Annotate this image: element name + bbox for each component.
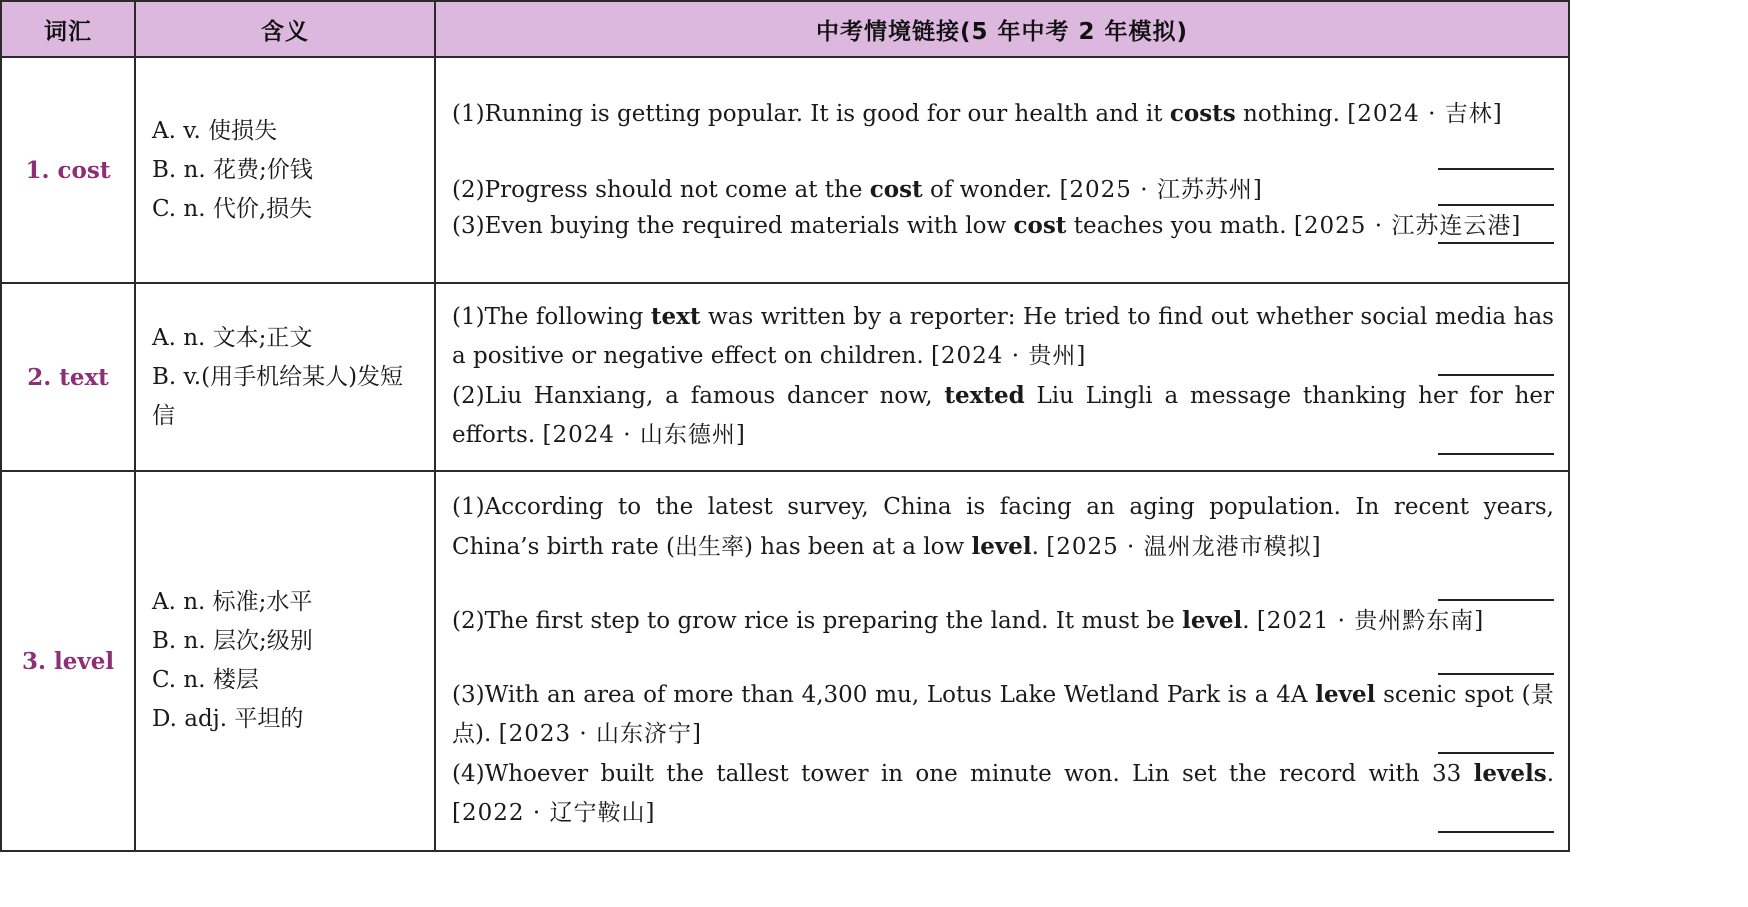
- example-number: (3): [452, 213, 485, 239]
- meaning-item: B. n. 花费;价钱: [152, 156, 313, 183]
- example-list: [435, 283, 1569, 471]
- keyword: cost: [869, 176, 923, 203]
- example-text: nothing.: [1235, 101, 1348, 127]
- header-meaning: 含义: [135, 1, 435, 57]
- example-text: .: [1031, 533, 1047, 560]
- vocab-word: 2. text: [1, 283, 135, 471]
- example-list: [435, 471, 1569, 851]
- source-tag: [2024 · 贵州]: [930, 343, 1087, 369]
- example-item: [452, 376, 1554, 455]
- header-context-links: 中考情境链接(5 年中考 2 年模拟): [435, 1, 1569, 57]
- table-row: [1, 471, 1569, 851]
- example-text: The first step to grow rice is preparing the land. It must be: [484, 607, 1183, 634]
- source-tag: [2021 · 贵州黔东南]: [1256, 607, 1485, 634]
- example-item: [452, 675, 1554, 754]
- answer-blank[interactable]: [1438, 831, 1554, 833]
- example-text: Running is getting popular. It is good for our health and it: [484, 101, 1170, 127]
- example-number: (1): [452, 493, 485, 520]
- example-text: Liu Lingli a message thanking her for her efforts.: [452, 383, 1555, 448]
- example-text: Progress should not come at the: [484, 177, 870, 203]
- example-text: of wonder.: [922, 177, 1060, 203]
- source-tag: [2025 · 江苏苏州]: [1059, 177, 1263, 203]
- example-text: .: [1546, 760, 1554, 787]
- meaning-item: C. n. 代价,损失: [152, 195, 313, 222]
- example-text: The following: [484, 304, 651, 330]
- example-text: scenic spot (景点).: [452, 681, 1554, 747]
- source-tag: [2025 · 江苏连云港]: [1293, 213, 1522, 239]
- answer-blank[interactable]: [1438, 453, 1554, 455]
- meaning-item: D. adj. 平坦的: [152, 706, 304, 732]
- source-tag: [2022 · 辽宁鞍山]: [452, 799, 656, 826]
- example-list: [435, 57, 1569, 283]
- example-number: (2): [452, 607, 485, 634]
- example-number: (3): [452, 681, 485, 708]
- source-tag: [2024 · 山东德州]: [542, 422, 746, 448]
- example-item: [452, 754, 1554, 833]
- meaning-item: A. v. 使损失: [152, 117, 278, 144]
- example-item: [452, 297, 1554, 376]
- example-item: [452, 601, 1554, 675]
- example-number: (2): [452, 177, 485, 203]
- source-tag: [2023 · 山东济宁]: [498, 720, 703, 747]
- keyword: cost: [1013, 212, 1067, 239]
- example-text: According to the latest survey, China is facing an aging population. In recent years, China’s birth rate (出生率) has been at a low: [452, 493, 1554, 560]
- vocab-word: 3. level: [1, 471, 135, 851]
- keyword: level: [971, 532, 1032, 560]
- example-number: (1): [452, 101, 485, 127]
- keyword: levels: [1473, 759, 1547, 787]
- example-text: .: [1242, 607, 1257, 634]
- example-text: Liu Hanxiang, a famous dancer now,: [484, 383, 945, 409]
- meaning-item: B. n. 层次;级别: [152, 628, 313, 654]
- vocab-word: 1. cost: [1, 57, 135, 283]
- table-row: [1, 283, 1569, 471]
- meaning-list: [135, 283, 435, 471]
- example-item: [452, 488, 1554, 601]
- example-text: Even buying the required materials with low: [484, 213, 1014, 239]
- example-item: [452, 94, 1554, 170]
- meaning-list: [135, 471, 435, 851]
- source-tag: [2025 · 温州龙港市模拟]: [1046, 533, 1322, 560]
- source-tag: [2024 · 吉林]: [1347, 101, 1503, 127]
- example-text: teaches you math.: [1066, 213, 1294, 239]
- keyword: texted: [944, 382, 1025, 409]
- meaning-item: A. n. 文本;正文: [152, 324, 313, 351]
- example-number: (2): [452, 383, 485, 409]
- keyword: text: [650, 303, 701, 330]
- example-item: [452, 206, 1554, 244]
- keyword: costs: [1169, 100, 1236, 127]
- example-text: Whoever built the tallest tower in one minute won. Lin set the record with 33: [484, 760, 1474, 787]
- table-row: [1, 57, 1569, 283]
- meaning-list: [135, 57, 435, 283]
- header-vocabulary: 词汇: [1, 1, 135, 57]
- example-item: [452, 170, 1554, 206]
- example-number: (4): [452, 760, 485, 787]
- example-number: (1): [452, 304, 485, 330]
- meaning-item: C. n. 楼层: [152, 667, 259, 693]
- example-text: With an area of more than 4,300 mu, Lotus Lake Wetland Park is a 4A: [484, 681, 1316, 708]
- meaning-item: A. n. 标准;水平: [152, 589, 313, 615]
- example-text: was written by a reporter: He tried to find out whether social media has a positive or negative effect on children.: [452, 304, 1554, 369]
- keyword: level: [1315, 680, 1376, 708]
- table-header-row: [1, 1, 1569, 57]
- keyword: level: [1182, 606, 1243, 634]
- meaning-item: B. v.(用手机给某人)发短信: [152, 363, 404, 429]
